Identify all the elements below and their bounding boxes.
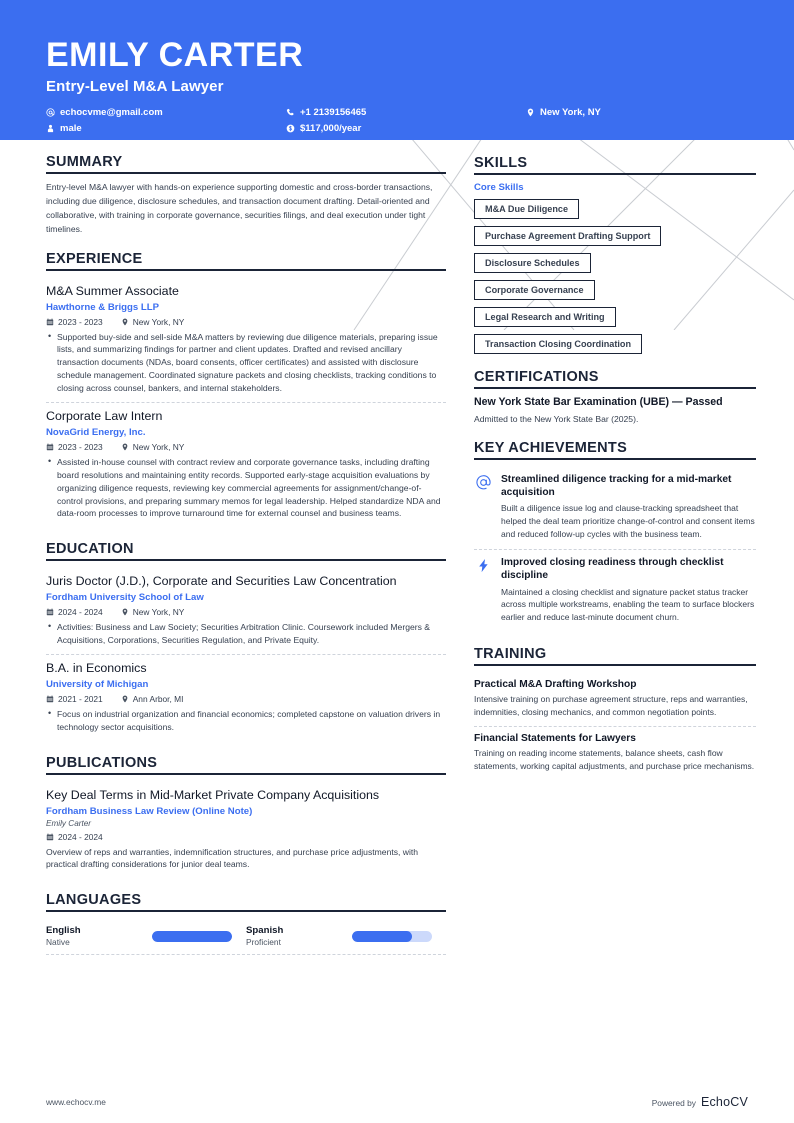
calendar-icon	[46, 833, 54, 841]
publication-dates	[46, 832, 103, 842]
experience-bullets	[46, 456, 446, 520]
achievement-title: Improved closing readiness through checklist discipline	[501, 557, 724, 581]
candidate-job-title: Entry-Level M&A Lawyer	[46, 77, 224, 95]
language-labels	[46, 925, 81, 947]
certifications-heading: CERTIFICATIONS	[474, 369, 599, 385]
footer-branding	[652, 1095, 748, 1109]
education-bullets	[46, 708, 446, 734]
experience-dates-value: 2023 - 2023	[58, 441, 103, 452]
education-meta	[46, 694, 446, 704]
experience-org: Hawthorne & Briggs LLP	[46, 301, 159, 313]
education-location	[121, 694, 184, 704]
certification-title: New York State Bar Examination (UBE) — Passed	[474, 396, 723, 408]
publication-meta	[46, 832, 446, 842]
publication-org: Fordham Business Law Review (Online Note)	[46, 805, 253, 817]
contact-phone-value: +1 2139156465	[300, 106, 367, 118]
skill-chip: Legal Research and Writing	[474, 307, 616, 327]
experience-location	[121, 442, 185, 452]
certification-entry	[474, 396, 756, 426]
section-languages	[46, 892, 446, 955]
calendar-icon	[46, 608, 54, 616]
experience-rule	[46, 269, 446, 271]
language-item	[246, 925, 446, 947]
email-icon	[46, 108, 60, 117]
section-key-achievements	[474, 440, 756, 632]
contact-phone[interactable]	[286, 107, 526, 118]
resume-body	[0, 140, 794, 961]
experience-entry	[46, 403, 446, 527]
experience-entry	[46, 278, 446, 403]
education-org: Fordham University School of Law	[46, 592, 204, 604]
right-column	[474, 154, 756, 961]
footer-url[interactable]: www.echocv.me	[46, 1097, 106, 1107]
experience-bullets	[46, 331, 446, 395]
skills-chip-list	[474, 199, 756, 361]
lightning-bolt-icon	[474, 557, 492, 624]
experience-dates	[46, 317, 103, 327]
education-title: Juris Doctor (J.D.), Corporate and Securities Law Concentration	[46, 574, 397, 589]
summary-text: Entry-level M&A lawyer with hands-on experience supporting domestic and cross-border transactions, including due diligence, disclosure schedules, and transaction document drafting. Detail-oriented and collaborative, with training in corporate governance, securities filings, and deal execution under tight timelines.	[46, 182, 433, 234]
language-item	[46, 925, 246, 947]
skills-heading: SKILLS	[474, 155, 528, 171]
section-education	[46, 541, 446, 740]
contact-location	[526, 107, 748, 118]
experience-dates-value: 2023 - 2023	[58, 316, 103, 327]
calendar-icon	[46, 318, 54, 326]
language-name: English	[46, 925, 81, 937]
training-rule	[474, 664, 756, 666]
section-skills	[474, 155, 756, 361]
language-labels	[246, 925, 283, 947]
publication-description: Overview of reps and warranties, indemnification structures, and purchase price adjustments, with practical drafting considerations for junior deal teams.	[46, 846, 419, 870]
language-proficiency-bar	[152, 931, 232, 942]
skill-chip: Corporate Governance	[474, 280, 595, 300]
skill-chip: Disclosure Schedules	[474, 253, 591, 273]
location-pin-icon	[121, 443, 129, 451]
gender-icon	[46, 124, 60, 133]
language-name: Spanish	[246, 925, 284, 937]
bullet-item: • Focus on industrial organization and financial economics; completed capstone on valuation drivers in technology sector acquisitions.	[46, 708, 446, 734]
section-publications	[46, 755, 446, 879]
achievement-text	[501, 474, 756, 541]
education-dates	[46, 694, 103, 704]
contact-location-value: New York, NY	[540, 106, 601, 118]
achievement-text	[501, 557, 756, 624]
contact-email-value: echocvme@gmail.com	[60, 106, 163, 118]
summary-heading: SUMMARY	[46, 154, 123, 170]
section-training	[474, 646, 756, 780]
candidate-name: EMILY CARTER	[46, 36, 304, 74]
education-rule	[46, 559, 446, 561]
summary-rule	[46, 172, 446, 174]
contact-salary-value: $117,000/year	[300, 122, 362, 134]
education-dates-value: 2021 - 2021	[58, 693, 103, 704]
languages-row	[46, 919, 446, 955]
experience-location-value: New York, NY	[132, 441, 185, 452]
calendar-icon	[46, 443, 54, 451]
language-level: Native	[46, 937, 70, 948]
location-pin-icon	[121, 608, 129, 616]
resume-header	[0, 0, 794, 140]
achievement-item	[474, 550, 756, 632]
contact-grid	[46, 107, 748, 134]
footer-brand: EchoCV	[700, 1095, 748, 1109]
training-item	[474, 673, 756, 727]
education-title: B.A. in Economics	[46, 661, 147, 675]
calendar-icon	[46, 695, 54, 703]
skill-chip: Purchase Agreement Drafting Support	[474, 226, 661, 246]
left-column	[46, 154, 446, 961]
education-location-value: New York, NY	[132, 607, 185, 618]
achievement-description: Maintained a closing checklist and signature packet status tracker across multiple workstreams, enabling the team to surface blockers earlier and reduce last-minute document churn.	[501, 586, 755, 623]
education-bullets	[46, 621, 446, 647]
contact-gender	[46, 123, 286, 134]
language-level: Proficient	[246, 937, 281, 948]
phone-icon	[286, 108, 300, 117]
education-meta	[46, 607, 446, 617]
section-experience	[46, 251, 446, 528]
education-heading: EDUCATION	[46, 541, 134, 558]
education-entry	[46, 568, 446, 655]
resume-footer	[0, 1081, 794, 1123]
skill-chip: Transaction Closing Coordination	[474, 334, 642, 354]
languages-rule	[46, 910, 446, 912]
skill-chip: M&A Due Diligence	[474, 199, 579, 219]
achievements-heading: KEY ACHIEVEMENTS	[474, 439, 628, 456]
training-description: Intensive training on purchase agreement structure, reps and warranties, indemnities, closing mechanics, and common negotiation points.	[474, 694, 748, 718]
publication-dates-value: 2024 - 2024	[58, 831, 103, 842]
experience-title: M&A Summer Associate	[46, 283, 179, 298]
language-proficiency-fill	[352, 931, 412, 942]
education-location-value: Ann Arbor, MI	[132, 693, 184, 704]
achievements-rule	[474, 458, 756, 460]
publication-author: Emily Carter	[46, 818, 92, 828]
training-title: Financial Statements for Lawyers	[474, 733, 636, 745]
education-dates	[46, 607, 103, 617]
experience-meta	[46, 317, 446, 327]
experience-org: NovaGrid Energy, Inc.	[46, 426, 146, 438]
location-pin-icon	[121, 318, 129, 326]
training-title: Practical M&A Drafting Workshop	[474, 679, 637, 691]
language-proficiency-fill	[152, 931, 232, 942]
bullet-item: • Activities: Business and Law Society; Securities Arbitration Clinic. Coursework included Mergers & Acquisitions, Corporations, Securities Regulation, and Private Equity.	[46, 621, 446, 647]
languages-heading: LANGUAGES	[46, 892, 142, 909]
experience-location-value: New York, NY	[132, 316, 185, 327]
certification-description: Admitted to the New York State Bar (2025).	[474, 413, 639, 424]
training-item	[474, 727, 756, 780]
contact-gender-value: male	[60, 122, 82, 134]
at-sign-icon	[474, 474, 492, 541]
achievement-description: Built a diligence issue log and clause-tracking spreadsheet that helped the deal team prioritize change-of-control and consent items and reduced follow-up cycles with the business team.	[501, 503, 755, 540]
contact-email[interactable]	[46, 107, 286, 118]
education-entry	[46, 655, 446, 741]
education-org: University of Michigan	[46, 678, 149, 690]
location-icon	[526, 108, 540, 117]
experience-heading: EXPERIENCE	[46, 250, 143, 267]
experience-meta	[46, 442, 446, 452]
education-dates-value: 2024 - 2024	[58, 607, 103, 618]
skills-group-label: Core Skills	[474, 182, 524, 193]
education-location	[121, 607, 185, 617]
section-summary	[46, 154, 446, 237]
bullet-item: • Supported buy-side and sell-side M&A matters by reviewing due diligence materials, preparing issue lists, and summarizing findings for partner and client updates. Drafted and revised ancillary transaction documents (NDAs, board consents, officer certificates) and assisted with disclosure schedule management. Coordinated signature packets and closing checklists, tracking conditions to closing across counsel, bankers, and internal stakeholders.	[46, 331, 446, 395]
publication-title: Key Deal Terms in Mid-Market Private Company Acquisitions	[46, 787, 380, 802]
achievement-item	[474, 467, 756, 550]
achievement-title: Streamlined diligence tracking for a mid-market acquisition	[501, 473, 732, 498]
experience-title: Corporate Law Intern	[46, 409, 163, 424]
experience-location	[121, 317, 185, 327]
publications-rule	[46, 773, 446, 775]
salary-icon	[286, 124, 300, 133]
skills-rule	[474, 173, 756, 175]
experience-dates	[46, 442, 103, 452]
bullet-item: • Assisted in-house counsel with contract review and corporate governance tasks, including drafting board resolutions and maintaining entity records. Supported early-stage acquisition evaluations by organizing diligence requests, reviewing key commercial agreements for assignment/change-of-control provisions, and preparing summary memos for legal leadership. Helped standardize NDA and data-room processes to improve turnaround time for external counsel and business teams.	[46, 456, 446, 520]
publication-entry	[46, 782, 446, 879]
certifications-rule	[474, 387, 756, 389]
publications-heading: PUBLICATIONS	[46, 754, 158, 771]
footer-powered-label: Powered by	[651, 1098, 696, 1108]
training-description: Training on reading income statements, balance sheets, cash flow statements, working capital adjustments, and purchase price mechanisms.	[474, 748, 755, 771]
section-certifications	[474, 369, 756, 426]
language-proficiency-bar	[352, 931, 432, 942]
training-heading: TRAINING	[474, 646, 547, 663]
location-pin-icon	[121, 695, 129, 703]
contact-salary	[286, 123, 526, 134]
